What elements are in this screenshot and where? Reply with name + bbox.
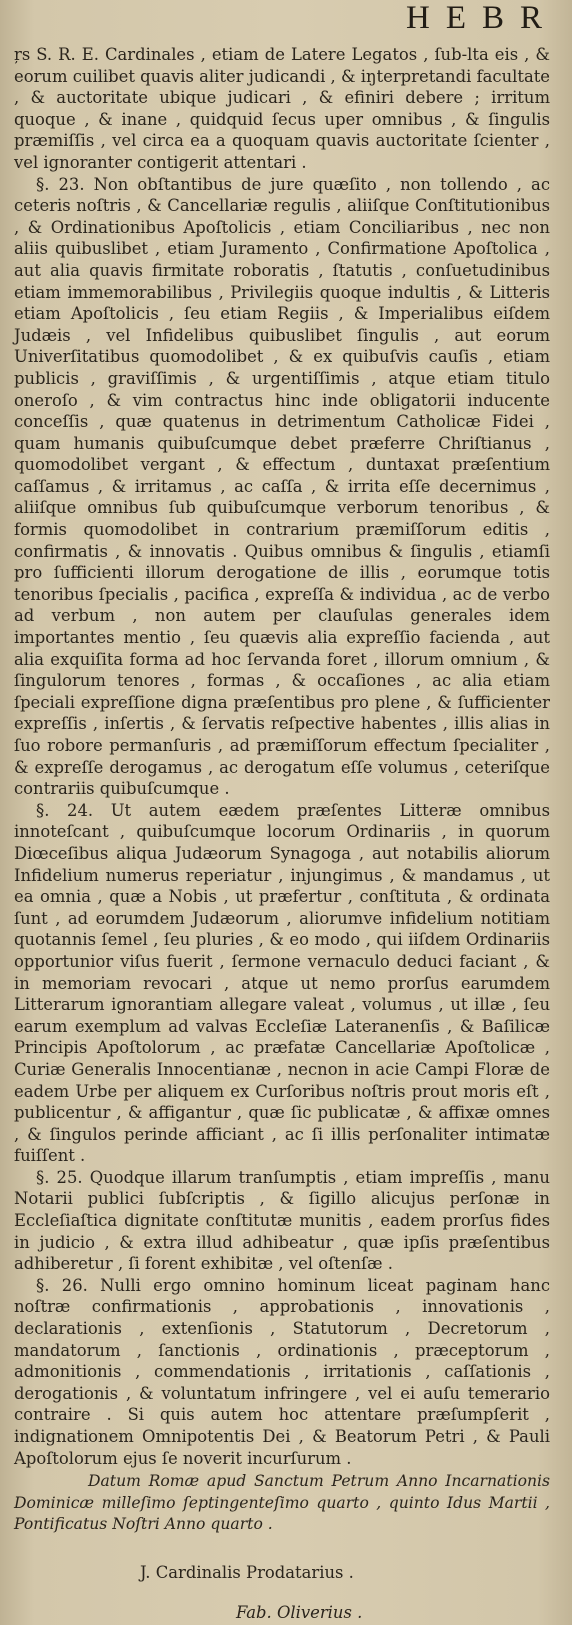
dating-clause: Datum Romæ apud Sanctum Petrum Anno Incarnationis Dominicæ milleſimo ſeptingenteſimo quarto , quinto Idus Martii , Pontificatus Noſtri Anno quarto . [14, 1472, 550, 1534]
document-body [14, 44, 550, 1536]
section-25: §. 25. Quodque illarum tranſumptis , etiam impreſſis , manu Notarii publici ſubſcriptis , & ſigillo alicujus perſonæ in Eccleſiaſtica dignitate conſtitutæ munitis , eadem prorſus fides in judicio , & extra illud adhibeatur , quæ ipſis præſentibus adhiberetur , ſi forent exhibitæ , vel oſtenſæ . [14, 1167, 550, 1274]
running-header: HEBR [405, 0, 558, 36]
signature-secretary: Fab. Oliverius . [236, 1602, 363, 1622]
section-24: §. 24. Ut autem eædem præſentes Litteræ omnibus innoteſcant , quibuſcumque locorum Ordinariis , in quorum Diœceſibus aliqua Judæorum Synagoga , aut notabilis aliorum Infidelium numerus reperiatur , injungimus , & mandamus , ut ea omnia , quæ a Nobis , ut præfertur , conſtituta , & ordinata ſunt , ad eorumdem Judæorum , aliorumve infidelium notitiam quotannis ſemel , ſeu pluries , & eo modo , qui iiſdem Ordinariis opportunior viſus fuerit , ſermone vernaculo deduci faciant , & in memoriam revocari , atque ut nemo prorſus earumdem Litterarum ignorantiam allegare valeat , volumus , ut illæ , ſeu earum exemplum ad valvas Eccleſiæ Lateranenſis , & Baſilicæ Principis Apoſtolorum , ac præfatæ Cancellariæ Apoſtolicæ , Curiæ Generalis Innocentianæ , necnon in acie Campi Floræ de eadem Urbe per aliquem ex Curſoribus noſtris prout moris eſt , publicentur , & affigantur , quæ ſic publicatæ , & affixæ omnes , & ſingulos perinde afficiant , ac ſi illis perſonaliter intimatæ fuiſſent . [14, 800, 550, 1166]
section-23: §. 23. Non obſtantibus de jure quæſito , non tollendo , ac ceteris noſtris , & Cancellariæ regulis , aliiſque Conſtitutionibus , & Ordinationibus Apoſtolicis , etiam Conciliaribus , nec non aliis quibuslibet , etiam Juramento , Confirmatione Apoſtolica , aut alia quavis firmitate roboratis , ſtatutis , conſuetudinibus etiam immemorabilibus , Privilegiis quoque indultis , & Litteris etiam Apoſtolicis , ſeu etiam Regiis , & Imperialibus eiſdem Judæis , vel Infidelibus quibuslibet ſingulis , aut eorum Univerſitatibus quomodolibet , & ex quibuſvis cauſis , etiam publicis , graviſſimis , & urgentiſſimis , atque etiam titulo oneroſo , & vim contractus hinc inde obligatorii inducente conceſſis , quæ quatenus in detrimentum Catholicæ Fidei , quam humanis quibuſcumque debet præferre Chriſtianus , quomodolibet vergant , & effectum , duntaxat præſentium caſſamus , & irritamus , ac caſſa , & irrita eſſe decernimus , aliiſque omnibus ſub quibuſcumque verborum tenoribus , & formis quomodolibet in contrarium præmiſſorum editis , confirmatis , & innovatis . Quibus omnibus & ſingulis , etiamſi pro ſufficienti illorum derogatione de illis , eorumque totis tenoribus ſpecialis , pacifica , expreſſa & individua , ac de verbo ad verbum , non autem per clauſulas generales idem importantes mentio , ſeu quævis alia expreſſio facienda , aut alia exquiſita forma ad hoc ſervanda foret , illorum omnium , & ſingulorum tenores , formas , & occaſiones , ac alia etiam ſpeciali expreſſione digna præſentibus pro plene , & ſufficienter expreſſis , inſertis , & ſervatis reſpective habentes , illis alias in ſuo robore permanſuris , ad præmiſſorum effectum ſpecialiter , & expreſſe derogamus , ac derogatum eſſe volumus , ceteriſque contrariis quibuſcumque . [14, 174, 550, 799]
section-26: §. 26. Nulli ergo omnino hominum liceat paginam hanc noſtræ confirmationis , approbationis , innovationis , declarationis , extenſionis , Statutorum , Decretorum , mandatorum , ſanctionis , ordinationis , præceptorum , admonitionis , commendationis , irritationis , caſſationis , derogationis , & voluntatum infringere , vel ei auſu temerario contraire . Si quis autem hoc attentare præſumpſerit , indignationem Omnipotentis Dei , & Beatorum Petri , & Pauli Apoſtolorum ejus ſe noverit incurſurum . [14, 1275, 550, 1468]
paragraph-intro: ŗs S. R. E. Cardinales , etiam de Latere Legatos , ſub-lta eis , & eorum cuilibet quavis aliter judicandi , & iŋterpretandi facultate , & auctoritate ubique judicari , & efiniri debere ; irritum quoque , & inane , quidquid ſecus uper omnibus , & ſingulis præmiſſis , vel circa ea a quoquam quavis auctoritate ſcienter , vel ignoranter contigerit attentari . [14, 45, 551, 172]
signature-prodatarius: J. Cardinalis Prodatarius . [140, 1562, 354, 1582]
